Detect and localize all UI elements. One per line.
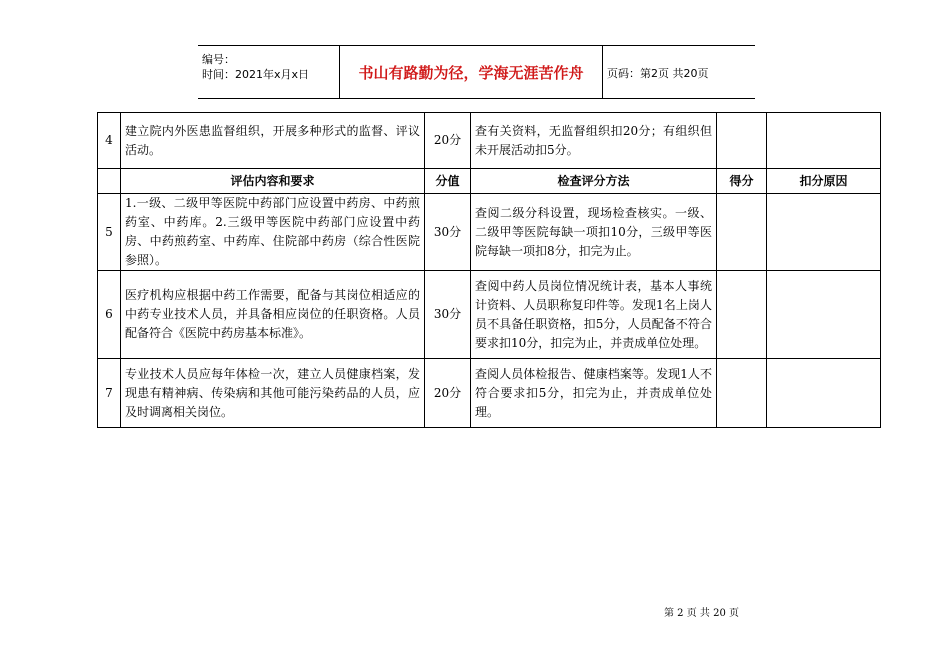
header-motto-cell	[339, 46, 603, 98]
column-header-got: 得分	[717, 169, 767, 194]
row-got	[717, 194, 767, 271]
header-page-label: 页码：第2页 共20页	[607, 67, 709, 80]
row-content: 专业技术人员应每年体检一次，建立人员健康档案，发现患有精神病、传染病和其他可能污染药品的人员，应及时调离相关岗位。	[121, 359, 425, 428]
row-content: 建立院内外医患监督组织，开展多种形式的监督、评议活动。	[121, 113, 425, 169]
table-row	[98, 271, 881, 359]
row-number: 6	[98, 271, 121, 359]
row-reason	[767, 271, 881, 359]
row-method: 查阅人员体检报告、健康档案等。发现1人不符合要求扣5分，扣完为止，并责成单位处理。	[471, 359, 717, 428]
row-number: 4	[98, 113, 121, 169]
row-content: 1.一级、二级甲等医院中药部门应设置中药房、中药煎药室、中药库。2.三级甲等医院中药部门应设置中药房、中药煎药室、中药库、住院部中药房（综合性医院参照）。	[121, 194, 425, 271]
row-reason	[767, 359, 881, 428]
row-score: 20分	[425, 113, 471, 169]
row-score: 30分	[425, 271, 471, 359]
column-header-method: 检查评分方法	[471, 169, 717, 194]
row-content: 医疗机构应根据中药工作需要，配备与其岗位相适应的中药专业技术人员，并具备相应岗位的任职资格。人员配备符合《医院中药房基本标准》。	[121, 271, 425, 359]
time-label: 时间：2021年x月x日	[202, 68, 310, 81]
table-row	[98, 359, 881, 428]
column-header-score: 分值	[425, 169, 471, 194]
number-label: 编号：	[202, 53, 235, 66]
header-blank	[98, 169, 121, 194]
row-reason	[767, 194, 881, 271]
page-header	[198, 45, 755, 99]
row-score: 30分	[425, 194, 471, 271]
table-header-row	[98, 169, 881, 194]
column-header-content: 评估内容和要求	[121, 169, 425, 194]
page-footer: 第 2 页 共 20 页	[664, 608, 739, 619]
row-method: 查有关资料，无监督组织扣20分；有组织但未开展活动扣5分。	[471, 113, 717, 169]
row-number: 5	[98, 194, 121, 271]
header-left	[202, 52, 342, 82]
header-motto: 书山有路勤为径，学海无涯苦作舟	[358, 64, 584, 82]
row-got	[717, 359, 767, 428]
row-number: 7	[98, 359, 121, 428]
row-method: 查阅二级分科设置，现场检查核实。一级、二级甲等医院每缺一项扣10分，三级甲等医院每缺一项扣8分，扣完为止。	[471, 194, 717, 271]
evaluation-table	[97, 112, 881, 428]
row-method: 查阅中药人员岗位情况统计表，基本人事统计资料、人员职称复印件等。发现1名上岗人员不具备任职资格，扣5分，人员配备不符合要求扣10分，扣完为止，并责成单位处理。	[471, 271, 717, 359]
row-reason	[767, 113, 881, 169]
column-header-reason: 扣分原因	[767, 169, 881, 194]
row-got	[717, 113, 767, 169]
table-row	[98, 194, 881, 271]
row-got	[717, 271, 767, 359]
row-score: 20分	[425, 359, 471, 428]
table-row	[98, 113, 881, 169]
